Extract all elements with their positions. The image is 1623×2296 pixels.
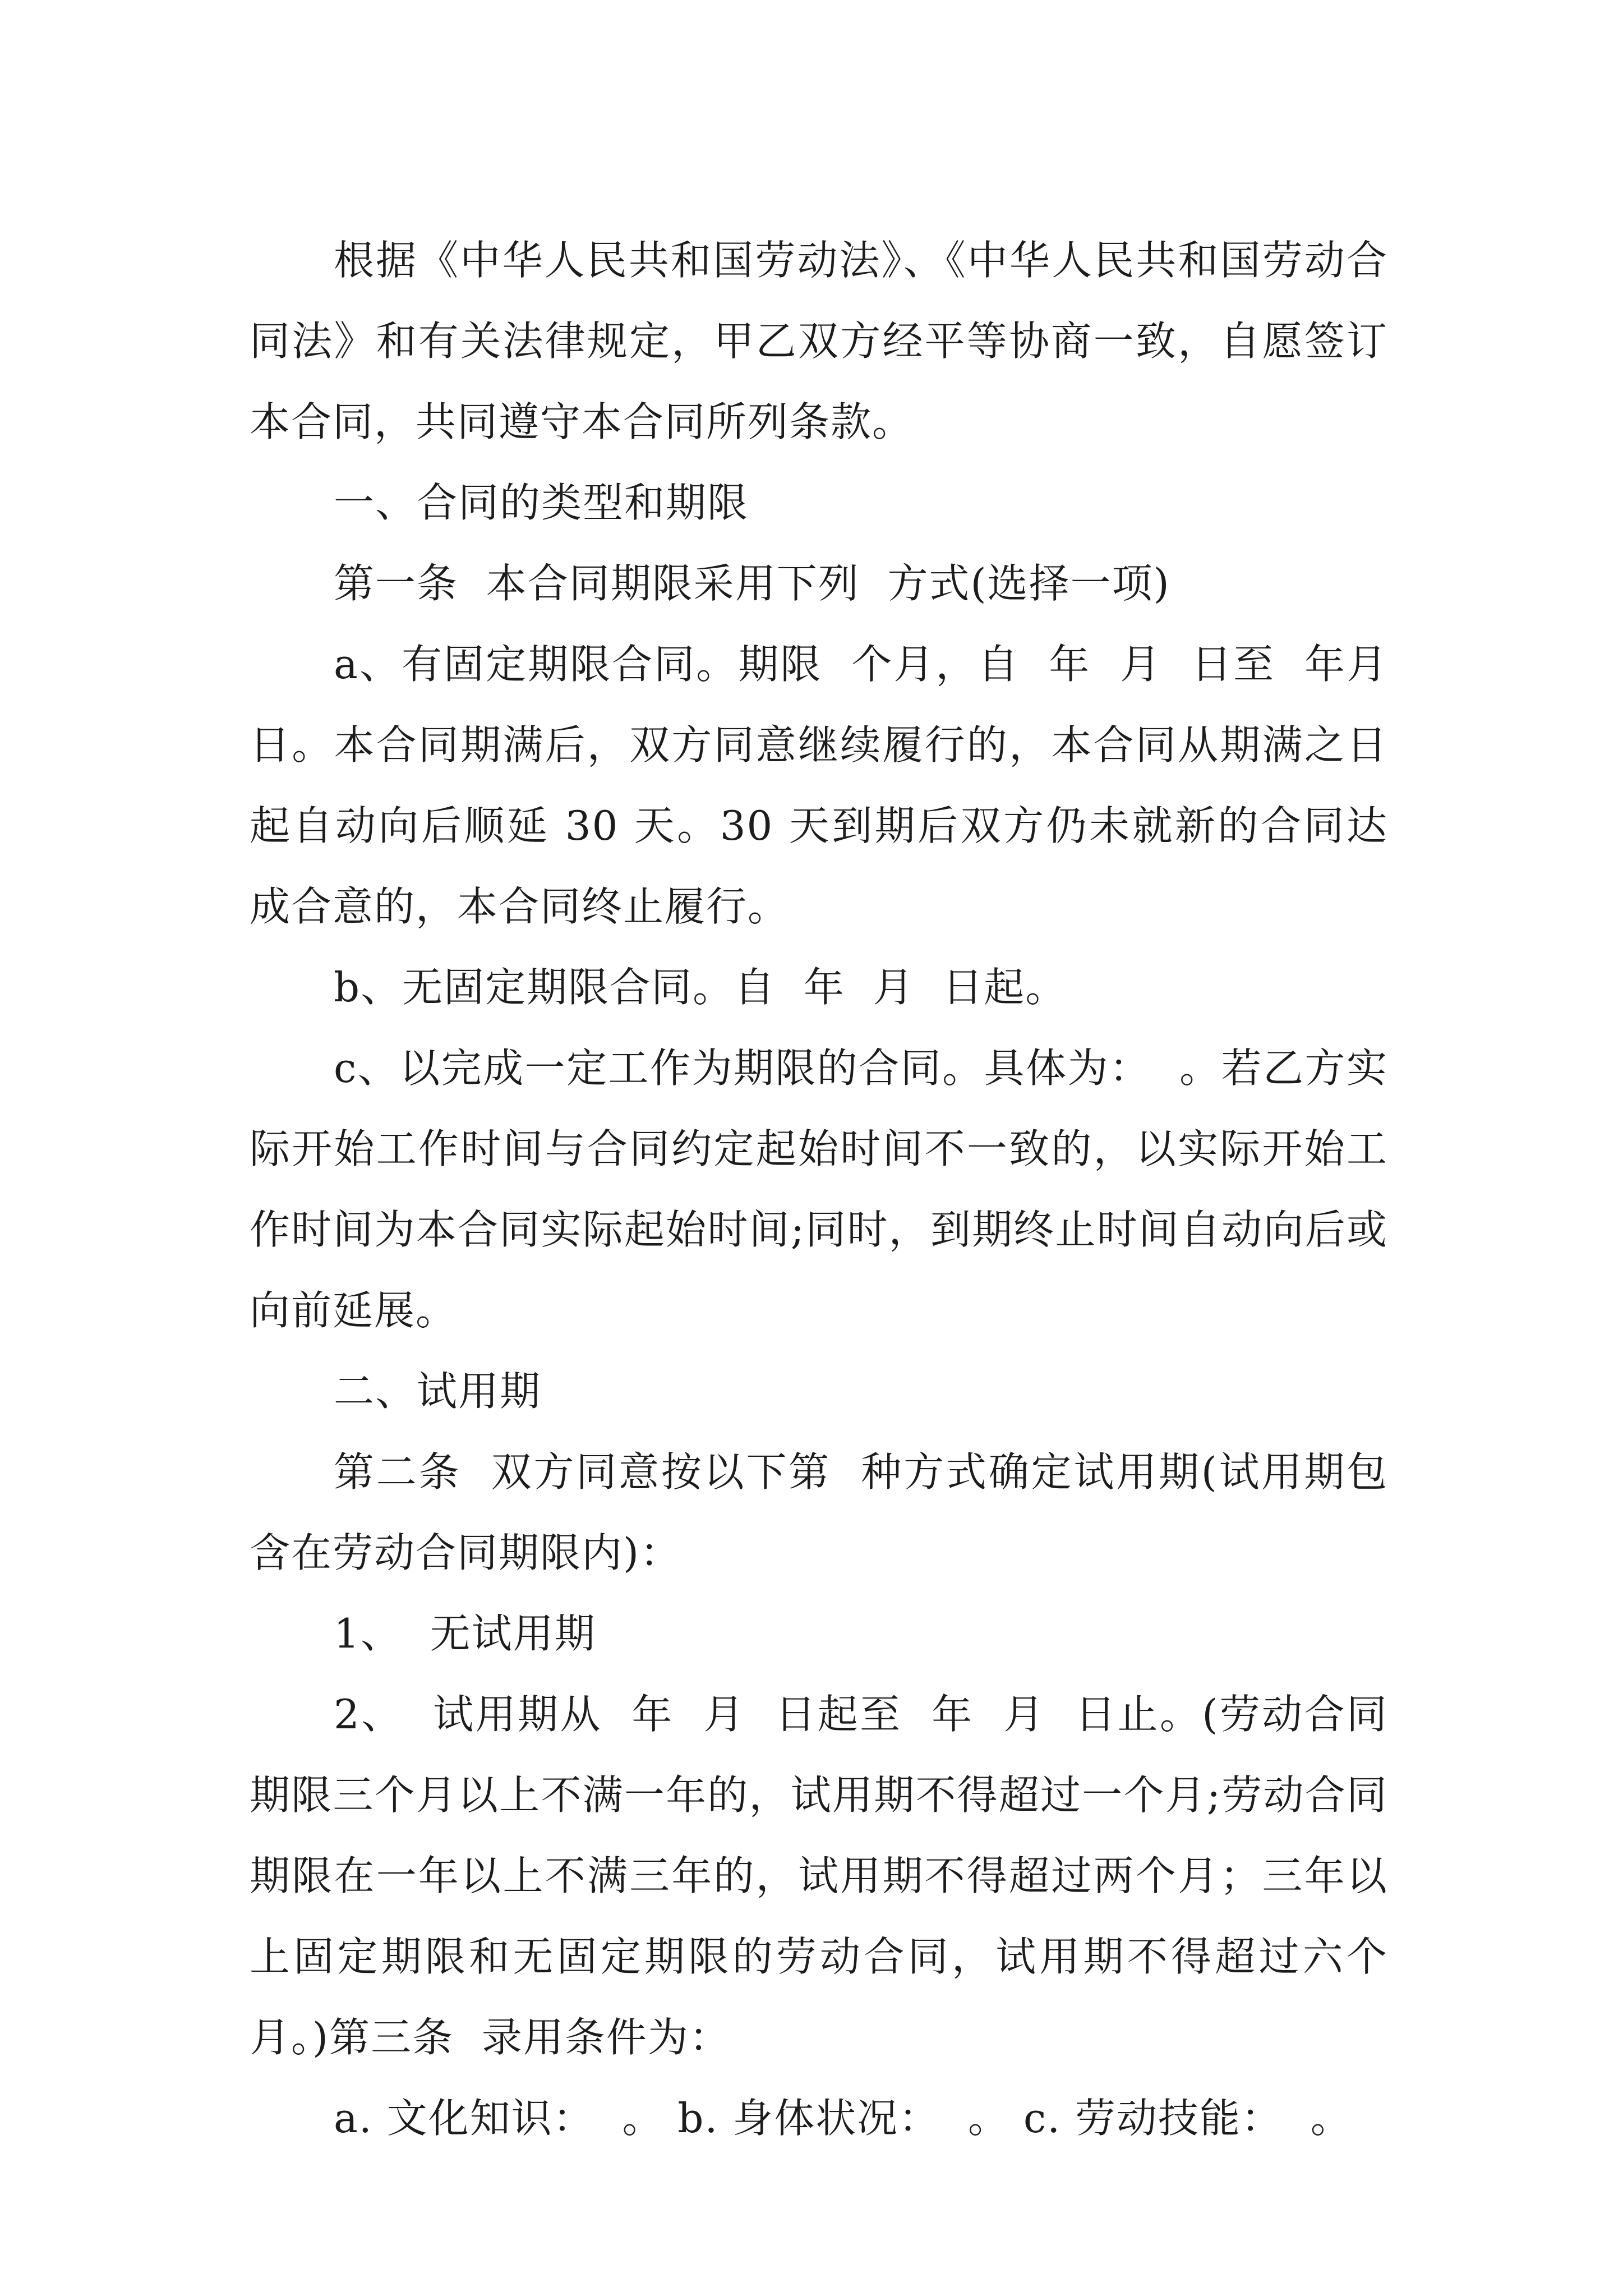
probation-option-1: 1、 无试用期 (334, 1610, 596, 1657)
article-1: 第一条 本合同期限采用下列 方式(选择一项) (334, 560, 1170, 607)
option-a-fixed-term: a、有固定期限合同。期限 个月，自 年 月 日至 年月日。本合同期满后，双方同意继续履行的，本合同从期满之日起自动向后顺延 30 天。30 天到期后双方仍未就新的合同达成合意的，本合同终止履行。 (250, 641, 1388, 930)
option-c-task-based: c、以完成一定工作为期限的合同。具体为： 。若乙方实际开始工作时间与合同约定起始时间不一致的，以实际开始工作时间为本合同实际起始时间;同时，到期终止时间自动向后或向前延展。 (250, 1045, 1388, 1334)
hiring-conditions: a. 文化知识： 。 b. 身体状况： 。 c. 劳动技能： 。 (334, 2095, 1352, 2142)
section-heading-probation: 二、试用期 (334, 1368, 542, 1415)
paragraph-preamble: 根据《中华人民共和国劳动法》、《中华人民共和国劳动合同法》和有关法律规定，甲乙双方经平等协商一致，自愿签订本合同，共同遵守本合同所列条款。 (250, 237, 1388, 445)
article-2: 第二条 双方同意按以下第 种方式确定试用期(试用期包含在劳动合同期限内)： (250, 1448, 1388, 1576)
probation-option-2: 2、 试用期从 年 月 日起至 年 月 日止。(劳动合同期限三个月以上不满一年的，试用期不得超过一个月;劳动合同期限在一年以上不满三年的，试用期不得超过两个月；三年以上固定期限和无固定期限的劳动合同，试用期不得超过六个月。)第三条 录用条件为： (250, 1691, 1388, 2061)
document-body (250, 220, 1388, 2159)
section-heading-contract-type-term: 一、合同的类型和期限 (334, 479, 749, 526)
option-b-open-ended: b、无固定期限合同。自 年 月 日起。 (334, 964, 1067, 1011)
